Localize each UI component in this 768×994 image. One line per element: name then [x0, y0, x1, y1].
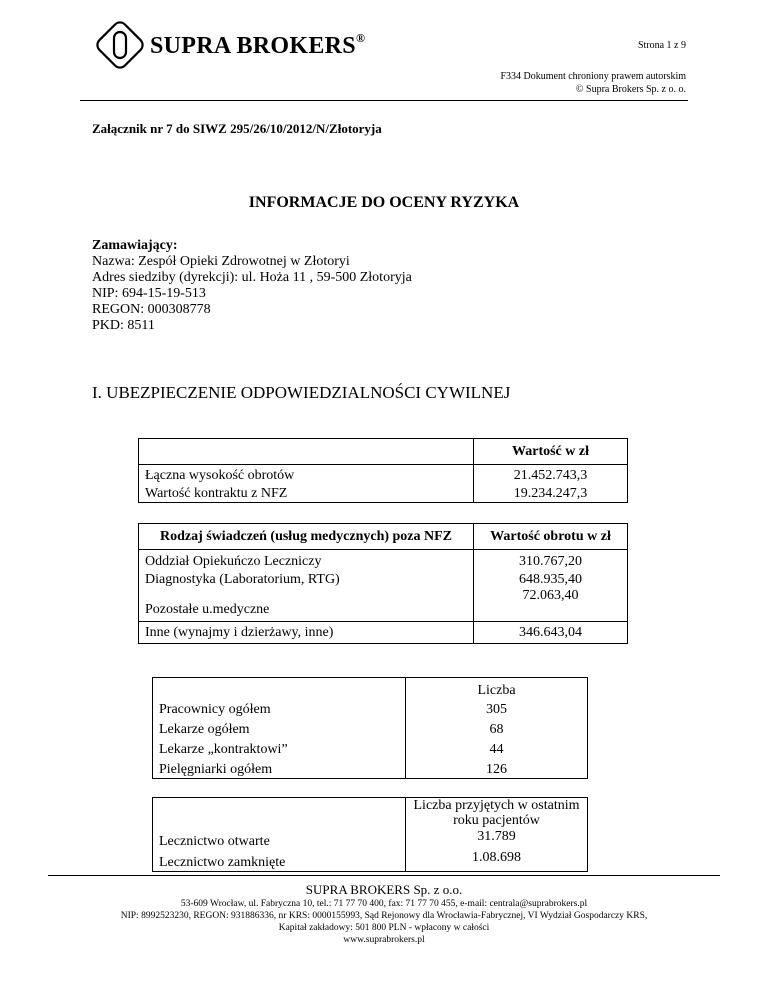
table-cell: Lecznictwo otwarte — [159, 834, 270, 849]
table-header-value: Wartość w zł — [474, 439, 628, 465]
brand-logo-text: SUPRA BROKERS® — [150, 31, 366, 59]
turnover-table — [138, 438, 628, 503]
table-header-value: Liczba — [477, 683, 516, 698]
footer-divider — [48, 875, 720, 876]
footer-website: www.suprabrokers.pl — [343, 935, 425, 945]
table-cell-labels — [139, 550, 474, 622]
patients-table — [152, 797, 588, 872]
copyright-notice: F334 Dokument chroniony prawem autorskim — [500, 71, 686, 82]
client-name: Nazwa: Zespół Opieki Zdrowotnej w Złotoryi — [92, 254, 350, 269]
table-cell: 68 — [489, 722, 504, 737]
annex-title: Załącznik nr 7 do SIWZ 295/26/10/2012/N/Złotoryja — [92, 121, 382, 136]
table-cell: 31.789 — [477, 829, 516, 844]
table-cell: Lekarze „kontraktowi” — [159, 742, 288, 757]
client-address: Adres siedziby (dyrekcji): ul. Hoża 11 , 59-500 Złotoryja — [92, 270, 412, 285]
table-cell: Oddział Opiekuńczo Leczniczy — [145, 554, 322, 569]
client-label: Zamawiający: — [92, 238, 178, 253]
table-cell: Lecznictwo zamknięte — [159, 855, 286, 870]
footer-company: SUPRA BROKERS Sp. z o.o. — [305, 882, 463, 897]
table-cell-labels — [139, 465, 474, 503]
table-cell: 44 — [489, 742, 504, 757]
table-cell: Pielęgniarki ogółem — [159, 762, 273, 777]
table-cell: Pozostałe u.medyczne — [145, 602, 270, 617]
footer-capital: Kapitał zakładowy: 501 800 PLN - wpłacony w całości — [278, 923, 490, 933]
page-number: Strona 1 z 9 — [637, 40, 686, 51]
table-cell: Pracownicy ogółem — [159, 702, 271, 717]
table-cell: 310.767,20 — [519, 554, 582, 569]
footer-registration: NIP: 8992523230, REGON: 931886336, nr KRS: 0000155993, Sąd Rejonowy dla Wrocławia-Fabrycznej, VI Wydział Gospodarczy KRS, — [120, 911, 648, 921]
services-table — [138, 523, 628, 644]
table-cell-values — [474, 465, 628, 503]
table-cell: 21.452.743,3 — [513, 468, 588, 483]
section-title: I. UBEZPIECZENIE ODPOWIEDZIALNOŚCI CYWILNEJ — [92, 383, 511, 402]
table-cell: 19.234.247,3 — [513, 486, 588, 501]
staff-table — [152, 677, 588, 779]
table-cell: Wartość kontraktu z NFZ — [145, 486, 288, 501]
table-cell: 305 — [486, 702, 507, 717]
footer-address: 53-609 Wrocław, ul. Fabryczna 10, tel.: 71 77 70 400, fax: 71 77 70 455, e-mail: centrala@suprabrokers.pl — [180, 899, 588, 909]
table-cell-labels — [153, 798, 406, 872]
table-cell: Lekarze ogółem — [159, 722, 250, 737]
table-cell-labels — [153, 678, 406, 779]
table-header-value: Wartość obrotu w zł — [474, 524, 628, 550]
table-header-label: Rodzaj świadczeń (usług medycznych) poza NFZ — [139, 524, 474, 550]
client-nip: NIP: 694-15-19-513 — [92, 286, 206, 301]
logo-mark-icon — [93, 18, 147, 72]
client-regon: REGON: 000308778 — [92, 302, 211, 317]
table-cell-values — [406, 678, 588, 779]
table-cell: 346.643,04 — [474, 622, 628, 644]
table-cell-values — [406, 798, 588, 872]
header-divider — [80, 100, 688, 101]
client-info — [92, 238, 412, 334]
page-title: INFORMACJE DO OCENY RYZYKA — [248, 194, 520, 211]
table-header-empty — [139, 439, 474, 465]
table-cell: Diagnostyka (Laboratorium, RTG) — [145, 572, 340, 587]
table-cell: 72.063,40 — [522, 588, 579, 603]
table-cell: Łączna wysokość obrotów — [145, 468, 295, 483]
table-cell: 126 — [486, 762, 507, 777]
table-cell-values — [474, 550, 628, 622]
client-pkd: PKD: 8511 — [92, 318, 155, 333]
copyright-owner: © Supra Brokers Sp. z o. o. — [575, 84, 686, 95]
table-cell: Inne (wynajmy i dzierżawy, inne) — [139, 622, 474, 644]
table-header-value: Liczba przyjętych w ostatnim roku pacjentów — [413, 798, 580, 828]
table-cell: 648.935,40 — [519, 572, 582, 587]
table-cell: 1.08.698 — [472, 850, 521, 865]
